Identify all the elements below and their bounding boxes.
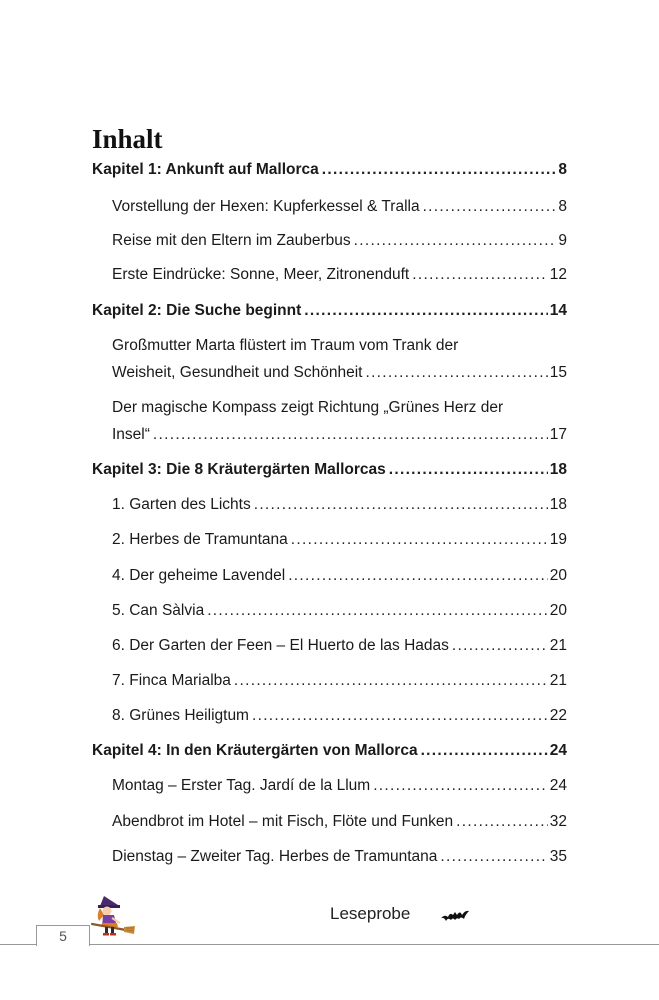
toc-entry[interactable] [112,231,567,251]
toc-leader [291,530,548,550]
toc-page-number: 8 [558,198,567,215]
toc-page-number: 14 [549,302,567,319]
toc-leader [412,265,548,285]
toc-entry[interactable] [112,671,567,691]
toc-entry-label: Großmutter Marta flüstert im Traum vom Trank der [112,337,459,354]
toc-page-number: 24 [549,777,567,794]
toc-entry[interactable] [112,847,567,867]
toc-leader [288,566,548,586]
toc-page-number: 19 [549,531,567,548]
toc-entry-label: Kapitel 4: In den Kräutergärten von Mallorca [92,742,418,759]
toc-page-number: 20 [549,602,567,619]
toc-page-number: 22 [549,707,567,724]
toc-entry[interactable] [112,706,567,726]
toc-leader [440,847,547,867]
toc-entry-label: Der magische Kompass zeigt Richtung „Grünes Herz der [112,399,504,416]
toc-chapter-2[interactable] [92,301,567,321]
toc-leader [373,776,548,796]
toc-leader [153,425,548,445]
toc-page-number: 20 [549,567,567,584]
toc-entry-line-2[interactable] [112,425,567,445]
toc-chapter-1[interactable] [92,160,567,180]
toc-entry[interactable] [112,812,567,832]
toc-entry[interactable] [112,601,567,621]
toc-entry-label: Insel“ [112,426,150,443]
toc-page-number: 21 [549,637,567,654]
toc-page-number: 18 [549,496,567,513]
bat-icon [440,906,470,924]
toc-entry[interactable] [112,530,567,550]
toc-page-number: 21 [549,672,567,689]
toc-page-number: 9 [558,232,567,249]
toc-entry-label: Kapitel 2: Die Suche beginnt [92,302,302,319]
toc-entry-line-1[interactable] [112,398,567,418]
toc-leader [354,231,557,251]
footer-rule [88,944,659,945]
toc-page-number: 12 [549,266,567,283]
toc-entry-label: 1. Garten des Lichts [112,496,251,513]
toc-entry-label: 7. Finca Marialba [112,672,231,689]
toc-entry-label: 6. Der Garten der Feen – El Huerto de las Hadas [112,637,449,654]
toc-entry-label: Abendbrot im Hotel – mit Fisch, Flöte und Funken [112,813,454,830]
toc-leader [304,301,547,321]
toc-entry[interactable] [112,495,567,515]
toc-entry-label: Montag – Erster Tag. Jardí de la Llum [112,777,371,794]
toc-entry[interactable] [112,566,567,586]
toc-entry-label: Vorstellung der Hexen: Kupferkessel & Tralla [112,198,420,215]
toc-leader [452,636,548,656]
toc-page-number: 35 [549,848,567,865]
toc-page-number: 8 [558,161,567,178]
toc-entry-label: Weisheit, Gesundheit und Schönheit [112,364,363,381]
toc-page-number: 18 [549,461,567,478]
toc-entry-label: 5. Can Sàlvia [112,602,205,619]
toc-entry-label: 8. Grünes Heiligtum [112,707,249,724]
toc-entry[interactable] [112,197,567,217]
toc-entry[interactable] [112,265,567,285]
toc-entry-label: Dienstag – Zweiter Tag. Herbes de Tramuntana [112,848,438,865]
toc-entry-label: Reise mit den Eltern im Zauberbus [112,232,351,249]
toc-title: Inhalt [92,124,163,154]
toc-leader [252,706,548,726]
leseprobe-label: Leseprobe [330,904,411,923]
toc-chapter-4[interactable] [92,741,567,761]
toc-leader [456,812,548,832]
toc-entry-line-2[interactable] [112,363,567,383]
toc-entry[interactable] [112,776,567,796]
toc-entry[interactable] [112,636,567,656]
footer-rule-left [0,944,36,945]
toc-leader [322,160,557,180]
toc-page-number: 32 [549,813,567,830]
toc-page-number: 15 [549,364,567,381]
toc-entry-label: Kapitel 3: Die 8 Kräutergärten Mallorcas [92,461,386,478]
toc-entry-label: 4. Der geheime Lavendel [112,567,286,584]
page-number: 5 [36,925,90,946]
toc-entry-line-1[interactable] [112,336,567,356]
toc-page-number: 17 [549,426,567,443]
toc-page-number: 24 [549,742,567,759]
toc-entry-label: Erste Eindrücke: Sonne, Meer, Zitronenduft [112,266,410,283]
toc-leader [421,741,548,761]
toc-leader [254,495,548,515]
toc-leader [234,671,548,691]
toc-leader [389,460,548,480]
toc-entry-label: 2. Herbes de Tramuntana [112,531,288,548]
toc-leader [423,197,557,217]
witch-on-broom-icon [90,893,136,939]
toc-leader [207,601,548,621]
toc-chapter-3[interactable] [92,460,567,480]
toc-entry-label: Kapitel 1: Ankunft auf Mallorca [92,161,319,178]
toc-leader [365,363,547,383]
